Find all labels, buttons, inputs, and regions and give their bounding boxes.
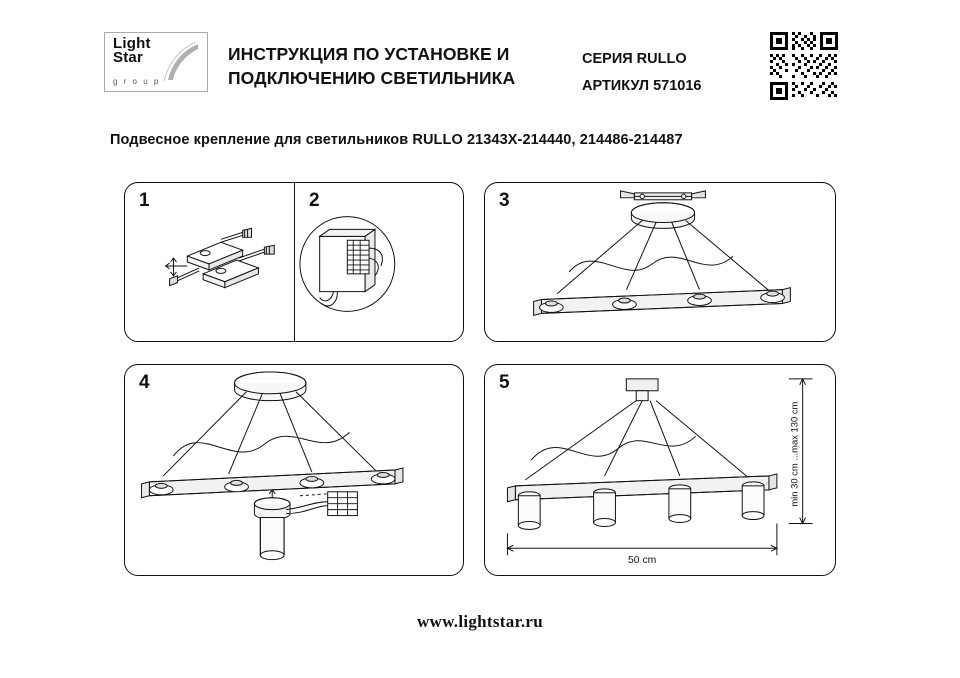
step-number-1: 1 <box>139 190 150 211</box>
website-url[interactable]: www.lightstar.ru <box>416 612 544 631</box>
width-dimension-label: 50 cm <box>628 555 657 567</box>
step-number-2: 2 <box>309 190 320 211</box>
title-line-1: ИНСТРУКЦИЯ ПО УСТАНОВКЕ И <box>228 44 510 64</box>
step-number-5: 5 <box>499 372 510 393</box>
step-panel-4 <box>124 364 464 576</box>
step-panel-1-2 <box>124 182 464 342</box>
footer <box>0 612 960 632</box>
header <box>104 30 864 108</box>
brand-logo <box>104 32 210 94</box>
step-panel-3 <box>484 182 836 342</box>
document-title <box>228 42 568 90</box>
step-4-illustration <box>125 365 463 575</box>
title-line-2: ПОДКЛЮЧЕНИЮ СВЕТИЛЬНИКА <box>228 68 516 88</box>
step-5-illustration <box>485 365 835 575</box>
height-dimension-label: min 30 cm ...max 130 cm <box>788 401 800 507</box>
logo-group-label: g r o u p <box>113 77 161 86</box>
logo-wordmark <box>113 37 151 65</box>
article-number: АРТИКУЛ 571016 <box>582 78 702 94</box>
step-2-illustration <box>125 183 463 341</box>
step-number-3: 3 <box>499 190 510 211</box>
step-panel-5 <box>484 364 836 576</box>
step-number-4: 4 <box>139 372 150 393</box>
logo-line-1: Light <box>113 35 151 52</box>
lightstar-logo-icon <box>162 40 200 84</box>
logo-line-2: Star <box>113 49 143 66</box>
step-3-illustration <box>485 183 835 341</box>
product-subtitle: Подвесное крепление для светильников RULLO 21343Х-214440, 214486-214487 <box>110 132 683 148</box>
series-name: СЕРИЯ RULLO <box>582 51 687 67</box>
qr-code-icon <box>768 30 840 102</box>
